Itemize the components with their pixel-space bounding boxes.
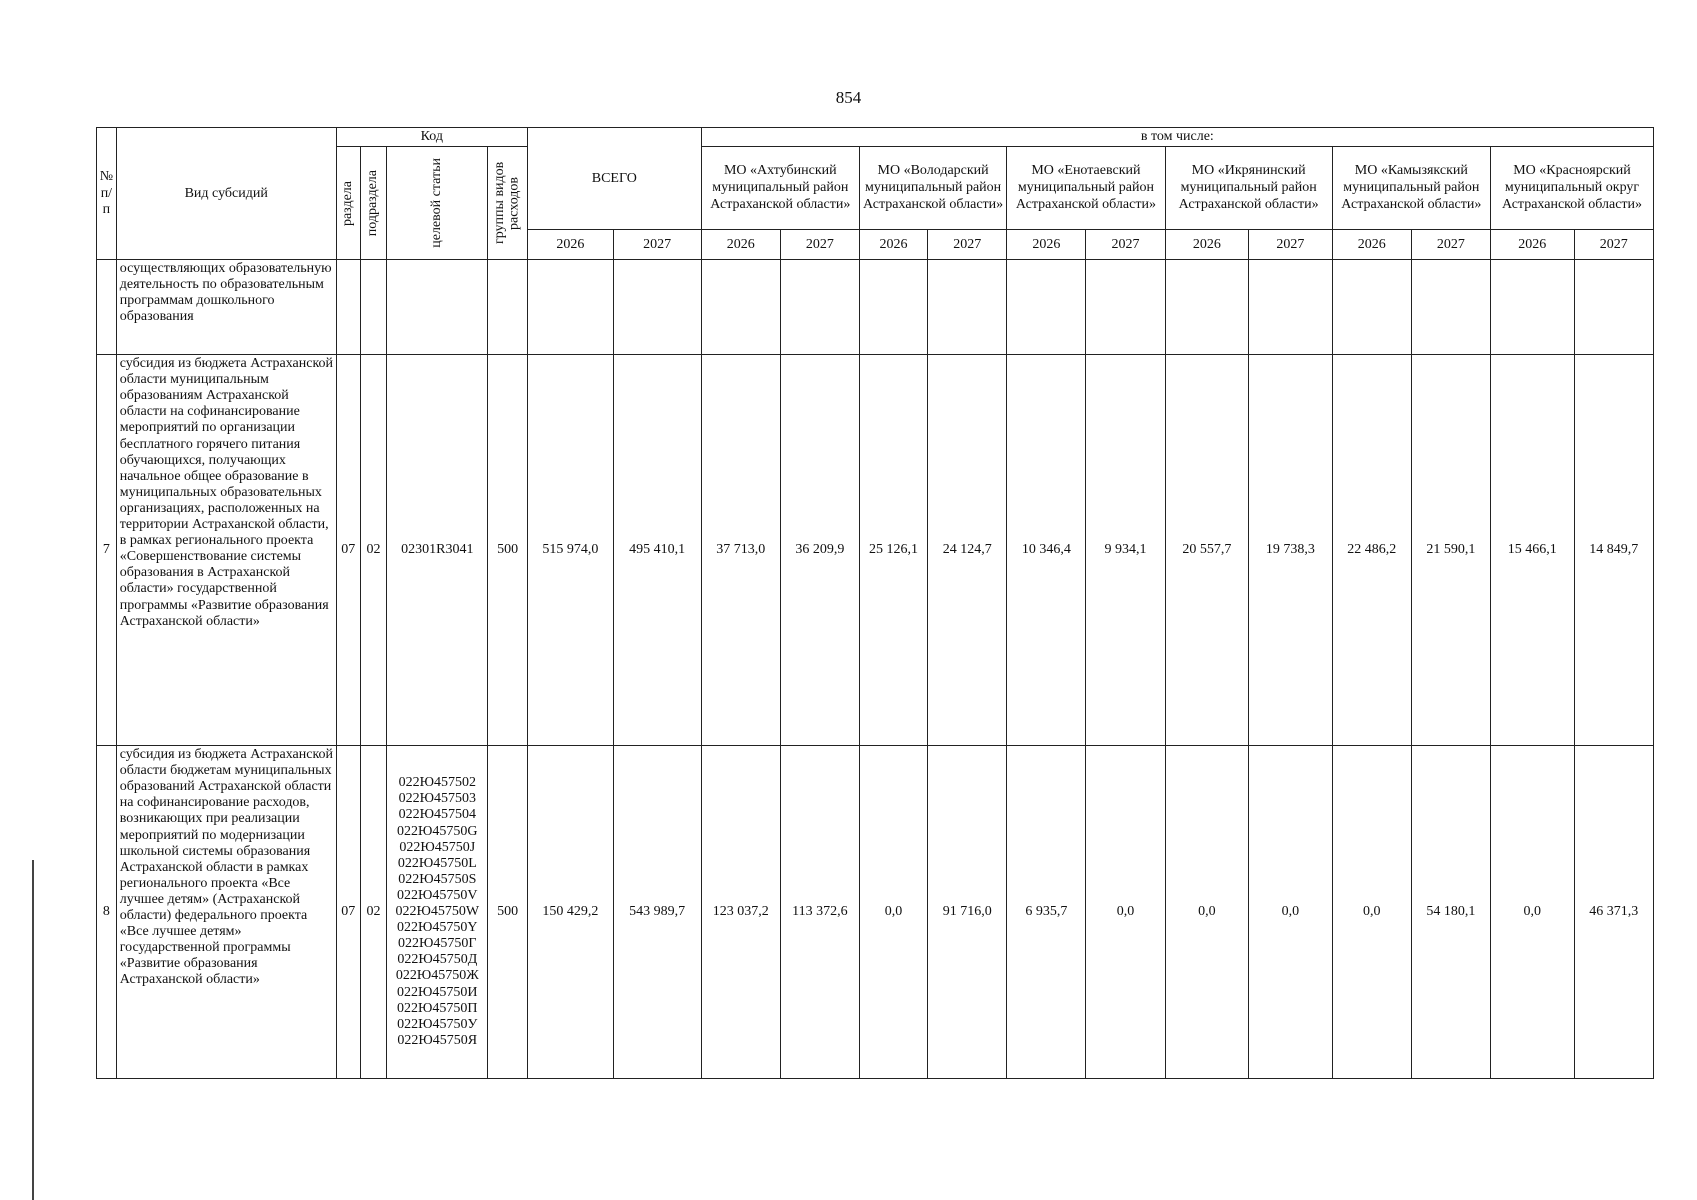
year-cell: 2027	[1249, 230, 1333, 260]
row-total-2026: 150 429,2	[527, 746, 613, 1079]
row-value: 37 713,0	[701, 355, 780, 746]
row-value: 0,0	[1086, 746, 1165, 1079]
row-value	[1574, 260, 1653, 355]
row-subsection: 02	[360, 355, 386, 746]
row-kind: субсидия из бюджета Астраханской области муниципальным образованиям Астраханской области на софинансирование мероприятий по организации бесплатного горячего питания обучающихся, получающих начальное общее образование в муниципальных образовательных организациях, расположенных на территории Астраханской области, в рамках регионального проекта «Совершенствование системы образования в Астраханской области» государственной программы «Развитие образования Астраханской области»	[116, 355, 336, 746]
year-cell: 2026	[527, 230, 613, 260]
row-value: 0,0	[1165, 746, 1249, 1079]
page-number: 854	[835, 88, 862, 107]
row-value	[1332, 260, 1411, 355]
row-value: 91 716,0	[928, 746, 1007, 1079]
header-target-article: целевой статьи	[429, 158, 445, 248]
row-section: 07	[336, 746, 360, 1079]
row-value: 24 124,7	[928, 355, 1007, 746]
row-target: 02301R3041	[387, 355, 488, 746]
header-section-cell	[336, 147, 360, 260]
row-value: 0,0	[1490, 746, 1574, 1079]
row-value: 25 126,1	[859, 355, 927, 746]
row-no	[97, 260, 117, 355]
year-cell: 2026	[701, 230, 780, 260]
row-subsection: 02	[360, 746, 386, 1079]
row-group: 500	[488, 746, 528, 1079]
row-section: 07	[336, 355, 360, 746]
table-row	[97, 746, 1654, 1079]
year-cell: 2027	[1411, 230, 1490, 260]
header-mo-4: МО «Икрянинский муниципальный район Астраханской области»	[1165, 147, 1332, 230]
row-value: 123 037,2	[701, 746, 780, 1079]
header-target-cell	[387, 147, 488, 260]
header-code: Код	[336, 128, 527, 147]
row-value	[1007, 260, 1086, 355]
row-value: 6 935,7	[1007, 746, 1086, 1079]
row-value: 19 738,3	[1249, 355, 1333, 746]
row-total-2026	[527, 260, 613, 355]
row-value	[1086, 260, 1165, 355]
header-mo-6: МО «Красноярский муниципальный округ Астраханской области»	[1490, 147, 1653, 230]
row-total-2026: 515 974,0	[527, 355, 613, 746]
year-cell: 2027	[613, 230, 701, 260]
header-mo-2: МО «Володарский муниципальный район Астраханской области»	[859, 147, 1006, 230]
row-total-2027	[613, 260, 701, 355]
year-cell: 2027	[1574, 230, 1653, 260]
header-groups-cell	[488, 147, 528, 260]
row-target-codes: 022Ю457502 022Ю457503 022Ю457504 022Ю45750G 022Ю45750J 022Ю45750L 022Ю45750S 022Ю45750V 022Ю45750W 022Ю45750Y 022Ю45750Г 022Ю45750Д 022Ю45750Ж 022Ю45750И 022Ю45750П 022Ю45750У 022Ю45750Я	[387, 746, 488, 1079]
row-value: 36 209,9	[780, 355, 859, 746]
row-total-2027: 495 410,1	[613, 355, 701, 746]
header-subsection-cell	[360, 147, 386, 260]
row-kind: осуществляющих образовательную деятельность по образовательным программам дошкольного образования	[116, 260, 336, 355]
header-row-1	[97, 128, 1654, 147]
header-subsection: подраздела	[365, 169, 381, 237]
row-value	[701, 260, 780, 355]
row-value	[1411, 260, 1490, 355]
header-expense-groups: группы видов расходов	[491, 161, 522, 245]
year-cell: 2026	[1490, 230, 1574, 260]
subsidy-table	[96, 127, 1654, 1079]
header-no: № п/п	[97, 128, 117, 260]
row-value: 10 346,4	[1007, 355, 1086, 746]
header-including: в том числе:	[701, 128, 1653, 147]
row-value: 14 849,7	[1574, 355, 1653, 746]
header-mo-5: МО «Камызякский муниципальный район Астраханской области»	[1332, 147, 1490, 230]
row-section	[336, 260, 360, 355]
row-value	[1490, 260, 1574, 355]
row-target	[387, 260, 488, 355]
row-subsection	[360, 260, 386, 355]
year-cell: 2026	[859, 230, 927, 260]
row-total-2027: 543 989,7	[613, 746, 701, 1079]
scan-edge-line	[32, 860, 34, 1200]
row-value: 22 486,2	[1332, 355, 1411, 746]
row-value: 46 371,3	[1574, 746, 1653, 1079]
row-value: 113 372,6	[780, 746, 859, 1079]
header-kind: Вид субсидий	[116, 128, 336, 260]
row-value	[780, 260, 859, 355]
row-value: 0,0	[1249, 746, 1333, 1079]
year-cell: 2027	[1086, 230, 1165, 260]
row-group: 500	[488, 355, 528, 746]
row-value: 54 180,1	[1411, 746, 1490, 1079]
header-mo-1: МО «Ахтубинский муниципальный район Астраханской области»	[701, 147, 859, 230]
header-mo-3: МО «Енотаевский муниципальный район Астраханской области»	[1007, 147, 1165, 230]
row-value: 15 466,1	[1490, 355, 1574, 746]
row-group	[488, 260, 528, 355]
row-value: 20 557,7	[1165, 355, 1249, 746]
table-row	[97, 355, 1654, 746]
year-cell: 2027	[928, 230, 1007, 260]
row-no: 8	[97, 746, 117, 1079]
row-kind: субсидия из бюджета Астраханской области бюджетам муниципальных образований Астраханской области на софинансирование расходов, возникающих при реализации мероприятий по модернизации школьной системы образования Астраханской области в рамках регионального проекта «Все лучшее детям» (Астраханской области) федерального проекта «Все лучшее детям» государственной программы «Развитие образования Астраханской области»	[116, 746, 336, 1079]
year-cell: 2026	[1332, 230, 1411, 260]
year-cell: 2026	[1165, 230, 1249, 260]
header-total: ВСЕГО	[527, 128, 701, 230]
row-value: 0,0	[1332, 746, 1411, 1079]
table-row	[97, 260, 1654, 355]
row-value: 0,0	[859, 746, 927, 1079]
row-value: 9 934,1	[1086, 355, 1165, 746]
row-value	[1249, 260, 1333, 355]
row-value	[928, 260, 1007, 355]
row-value	[859, 260, 927, 355]
header-section: раздела	[340, 180, 356, 226]
row-value: 21 590,1	[1411, 355, 1490, 746]
year-cell: 2027	[780, 230, 859, 260]
row-value	[1165, 260, 1249, 355]
row-no: 7	[97, 355, 117, 746]
year-cell: 2026	[1007, 230, 1086, 260]
